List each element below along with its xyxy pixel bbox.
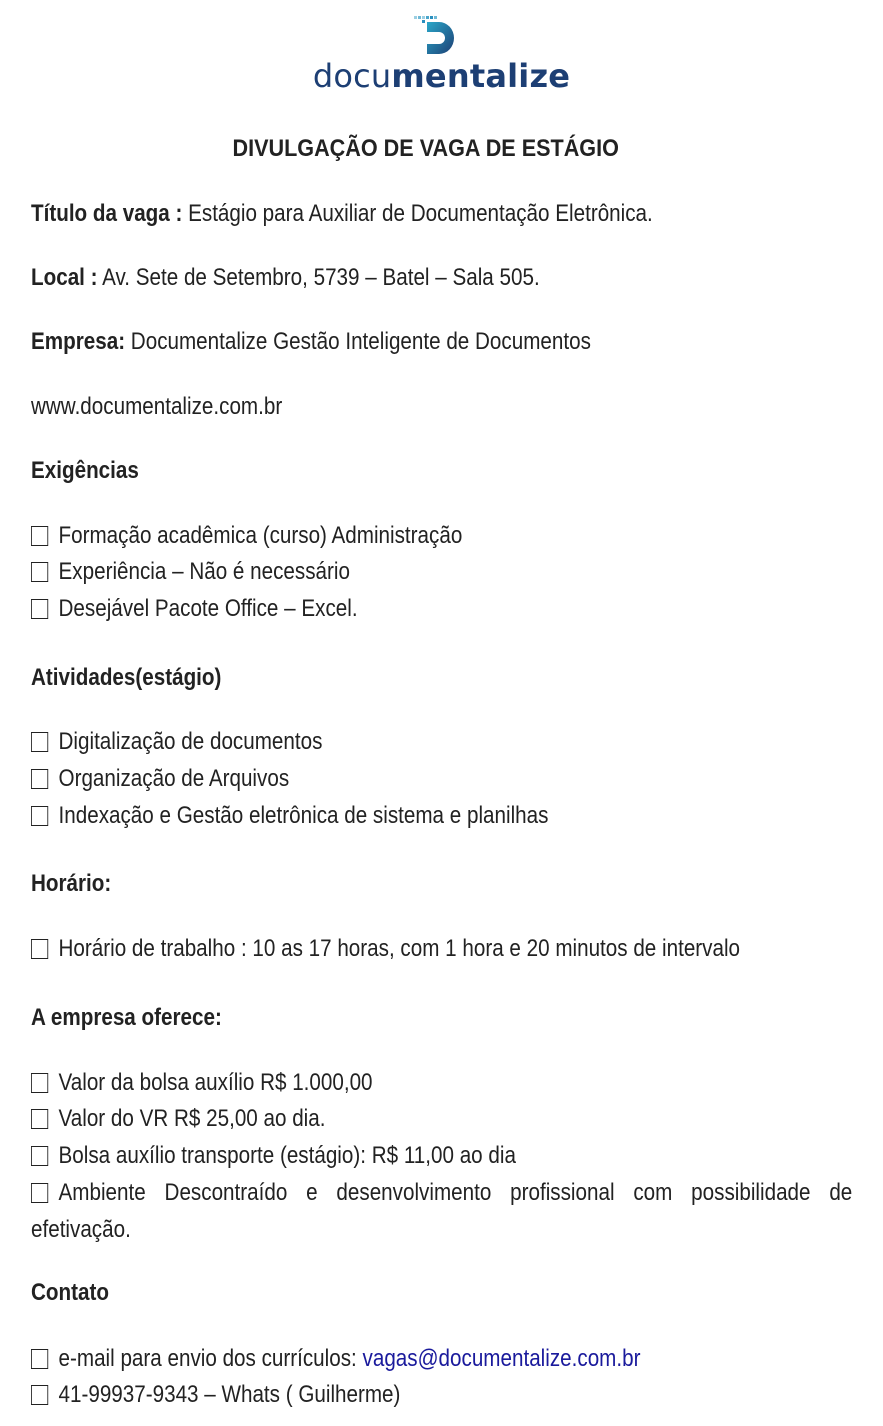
company-logo (0, 10, 883, 94)
list-item: e-mail para envio dos currículos: vagas@documentalize.com.br (31, 1344, 640, 1374)
checkbox-icon[interactable] (31, 1183, 48, 1203)
vaga-value: Estágio para Auxiliar de Documentação Eletrônica. (182, 200, 653, 227)
vaga-label: Título da vaga : (31, 200, 183, 227)
oferece-heading: A empresa oferece: (31, 1004, 222, 1031)
checkbox-icon[interactable] (31, 1146, 48, 1166)
documentalize-logo-icon (412, 10, 472, 58)
checkbox-icon[interactable] (31, 1109, 48, 1129)
vaga-line (31, 199, 653, 229)
local-line (31, 263, 540, 293)
checkbox-icon[interactable] (31, 526, 48, 546)
exigencias-heading: Exigências (31, 457, 139, 484)
list-item: Organização de Arquivos (31, 764, 289, 794)
list-item: Ambiente Descontraído e desenvolvimento profissional com possibilidade de efetivação. (31, 1179, 853, 1243)
checkbox-icon[interactable] (31, 1385, 48, 1405)
checkbox-icon[interactable] (31, 562, 48, 582)
checkbox-icon[interactable] (31, 599, 48, 619)
phone-text: 41-99937-9343 – Whats ( Guilherme) (58, 1381, 401, 1408)
atividades-heading: Atividades(estágio) (31, 664, 222, 691)
logo-wordmark: documentalize (312, 57, 571, 95)
horario-heading: Horário: (31, 870, 112, 897)
checkbox-icon[interactable] (31, 1349, 48, 1369)
document-title: DIVULGAÇÃO DE VAGA DE ESTÁGIO (232, 135, 619, 162)
local-value: Av. Sete de Setembro, 5739 – Batel – Sala 505. (97, 264, 540, 291)
checkbox-icon[interactable] (31, 939, 48, 959)
checkbox-icon[interactable] (31, 732, 48, 752)
local-label: Local : (31, 264, 98, 291)
list-item: Valor do VR R$ 25,00 ao dia. (31, 1104, 325, 1134)
empresa-value: Documentalize Gestão Inteligente de Documentos (125, 328, 591, 355)
list-item: Formação acadêmica (curso) Administração (31, 521, 462, 551)
website-link[interactable]: www.documentalize.com.br (31, 393, 283, 420)
list-item: Horário de trabalho : 10 as 17 horas, com 1 hora e 20 minutos de intervalo (31, 934, 740, 964)
empresa-label: Empresa: (31, 328, 126, 355)
list-item: Bolsa auxílio transporte (estágio): R$ 11,00 ao dia (31, 1141, 516, 1171)
list-item: Valor da bolsa auxílio R$ 1.000,00 (31, 1068, 373, 1098)
list-item: Desejável Pacote Office – Excel. (31, 594, 358, 624)
checkbox-icon[interactable] (31, 806, 48, 826)
empresa-line (31, 327, 591, 357)
list-item: Experiência – Não é necessário (31, 557, 350, 587)
checkbox-icon[interactable] (31, 1073, 48, 1093)
list-item: Indexação e Gestão eletrônica de sistema e planilhas (31, 801, 548, 831)
contato-heading: Contato (31, 1279, 109, 1306)
list-item: Digitalização de documentos (31, 727, 322, 757)
email-link[interactable]: vagas@documentalize.com.br (362, 1345, 641, 1372)
list-item (31, 1380, 400, 1410)
checkbox-icon[interactable] (31, 769, 48, 789)
